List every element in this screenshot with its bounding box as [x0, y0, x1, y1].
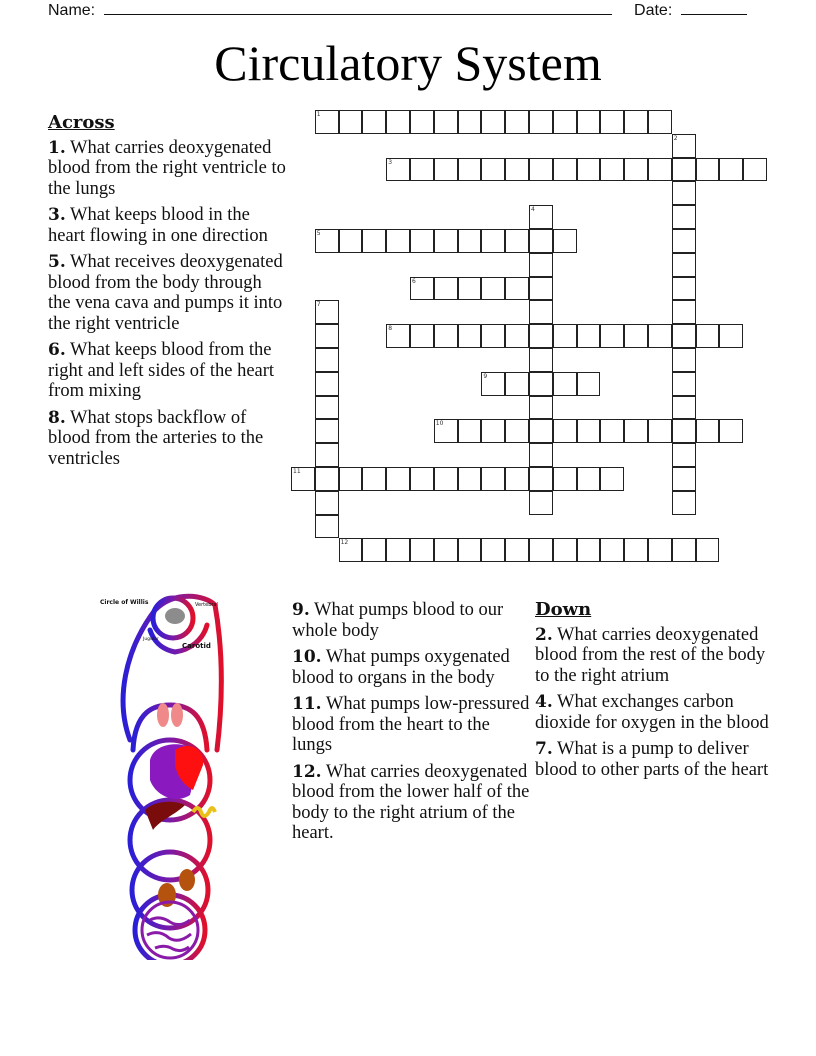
grid-cell[interactable] [696, 324, 720, 348]
clue-across-5 [48, 252, 286, 334]
grid-cell[interactable] [315, 110, 339, 134]
down-clues [535, 600, 775, 786]
clue-text: What receives deoxygenated blood from the body through the vena cava and pumps it into the right ventricle [48, 252, 283, 334]
grid-cell[interactable] [458, 419, 482, 443]
grid-cell[interactable] [315, 419, 339, 443]
cell-number: 9 [483, 372, 488, 380]
down-heading: Down [535, 599, 592, 620]
grid-cell[interactable] [600, 110, 624, 134]
grid-cell[interactable] [553, 372, 577, 396]
clue-text: What exchanges carbon dioxide for oxygen in the blood [535, 692, 769, 733]
grid-cell[interactable] [505, 277, 529, 301]
grid-cell[interactable] [624, 324, 648, 348]
clue-number: 3. [48, 205, 66, 225]
grid-cell[interactable] [315, 491, 339, 515]
grid-cell[interactable] [362, 538, 386, 562]
grid-cell[interactable] [458, 229, 482, 253]
grid-cell[interactable] [386, 467, 410, 491]
grid-cell[interactable] [672, 538, 696, 562]
clue-number: 7. [535, 739, 553, 759]
grid-cell[interactable] [315, 372, 339, 396]
grid-cell[interactable] [505, 372, 529, 396]
clue-text: What stops backflow of blood from the arteries to the ventricles [48, 407, 264, 469]
grid-cell[interactable] [577, 110, 601, 134]
grid-cell[interactable] [600, 467, 624, 491]
grid-cell[interactable] [577, 419, 601, 443]
clue-across-6 [48, 340, 286, 402]
grid-cell[interactable] [458, 158, 482, 182]
grid-cell[interactable] [458, 324, 482, 348]
name-field[interactable] [104, 0, 612, 15]
grid-cell[interactable] [600, 538, 624, 562]
grid-cell[interactable] [672, 443, 696, 467]
grid-cell[interactable] [505, 324, 529, 348]
vertebral-label: Vertebral [195, 602, 218, 608]
clue-text: What carries deoxygenated blood from the right ventricle to the lungs [48, 137, 286, 199]
grid-cell[interactable] [481, 324, 505, 348]
cell-number: 4 [531, 206, 535, 214]
grid-cell[interactable] [339, 110, 363, 134]
grid-cell[interactable] [481, 110, 505, 134]
grid-cell[interactable] [553, 419, 577, 443]
clue-across-9 [292, 600, 530, 641]
clue-across-12 [292, 762, 530, 844]
grid-cell[interactable] [529, 158, 553, 182]
grid-cell[interactable] [672, 419, 696, 443]
clue-across-8 [48, 408, 286, 470]
grid-cell[interactable] [339, 467, 363, 491]
grid-cell[interactable] [672, 134, 696, 158]
grid-cell[interactable] [529, 467, 553, 491]
grid-cell[interactable] [553, 538, 577, 562]
grid-cell[interactable] [553, 110, 577, 134]
grid-cell[interactable] [505, 467, 529, 491]
grid-cell[interactable] [529, 253, 553, 277]
name-label: Name: [48, 2, 96, 19]
grid-cell[interactable] [672, 181, 696, 205]
grid-cell[interactable] [672, 491, 696, 515]
grid-cell[interactable] [624, 110, 648, 134]
grid-cell[interactable] [529, 277, 553, 301]
clue-across-1 [48, 138, 286, 200]
grid-cell[interactable] [410, 324, 434, 348]
across-clues-continued [292, 600, 530, 850]
clue-text: What carries deoxygenated blood from the lower half of the body to the right atrium of the heart. [292, 761, 530, 843]
grid-cell[interactable] [529, 324, 553, 348]
grid-cell[interactable] [410, 158, 434, 182]
grid-cell[interactable] [529, 372, 553, 396]
grid-cell[interactable] [386, 229, 410, 253]
grid-cell[interactable] [696, 419, 720, 443]
cell-number: 10 [435, 420, 444, 428]
clue-text: What pumps oxygenated blood to organs in the body [292, 647, 510, 688]
carotid-label: Carotid [182, 642, 211, 650]
grid-cell[interactable] [410, 467, 434, 491]
clue-number: 6. [48, 340, 66, 360]
grid-cell[interactable] [529, 348, 553, 372]
grid-cell[interactable] [315, 396, 339, 420]
clue-text: What pumps blood to our whole body [292, 600, 504, 641]
jugular-label: Jugular [143, 637, 159, 642]
grid-cell[interactable] [481, 277, 505, 301]
grid-cell[interactable] [481, 158, 505, 182]
clue-down-4 [535, 692, 775, 733]
grid-cell[interactable] [481, 372, 505, 396]
clue-number: 12. [292, 761, 322, 782]
grid-cell[interactable] [481, 419, 505, 443]
grid-cell[interactable] [505, 419, 529, 443]
grid-cell[interactable] [362, 229, 386, 253]
grid-cell[interactable] [672, 253, 696, 277]
grid-cell[interactable] [624, 538, 648, 562]
grid-cell[interactable] [481, 538, 505, 562]
grid-cell[interactable] [529, 538, 553, 562]
grid-cell[interactable] [505, 538, 529, 562]
grid-cell[interactable] [481, 229, 505, 253]
clue-number: 10. [292, 647, 322, 667]
clue-across-10 [292, 647, 530, 688]
grid-cell[interactable] [434, 538, 458, 562]
page-title: Circulatory System [214, 35, 602, 91]
grid-cell[interactable] [577, 324, 601, 348]
date-field[interactable] [681, 0, 747, 15]
grid-cell[interactable] [315, 300, 339, 324]
clue-across-11 [292, 694, 530, 756]
grid-cell[interactable] [410, 110, 434, 134]
grid-cell[interactable] [458, 277, 482, 301]
clue-down-7 [535, 739, 775, 780]
grid-cell[interactable] [577, 158, 601, 182]
grid-cell[interactable] [339, 229, 363, 253]
grid-cell[interactable] [577, 467, 601, 491]
grid-cell[interactable] [410, 538, 434, 562]
clue-number: 1. [48, 137, 66, 158]
grid-cell[interactable] [648, 419, 672, 443]
clue-text: What keeps blood from the right and left sides of the heart from mixing [48, 340, 275, 401]
grid-cell[interactable] [315, 229, 339, 253]
clue-text: What carries deoxygenated blood from the rest of the body to the right atrium [535, 624, 766, 686]
grid-cell[interactable] [672, 348, 696, 372]
circle-of-willis-label: Circle of Willis [100, 599, 149, 606]
grid-cell[interactable] [434, 324, 458, 348]
grid-cell[interactable] [315, 348, 339, 372]
grid-cell[interactable] [386, 110, 410, 134]
grid-cell[interactable] [505, 110, 529, 134]
cell-number: 8 [388, 325, 393, 333]
grid-cell[interactable] [481, 467, 505, 491]
grid-cell[interactable] [362, 110, 386, 134]
grid-cell[interactable] [696, 158, 720, 182]
grid-cell[interactable] [719, 419, 743, 443]
grid-cell[interactable] [553, 467, 577, 491]
grid-cell[interactable] [315, 324, 339, 348]
grid-cell[interactable] [410, 229, 434, 253]
date-label: Date: [634, 2, 673, 19]
grid-cell[interactable] [719, 158, 743, 182]
grid-cell[interactable] [386, 158, 410, 182]
grid-cell[interactable] [648, 110, 672, 134]
clue-text: What pumps low-pressured blood from the heart to the lungs [292, 694, 530, 755]
grid-cell[interactable] [577, 372, 601, 396]
cell-number: 6 [412, 277, 416, 285]
across-clues [48, 113, 286, 475]
grid-cell[interactable] [624, 158, 648, 182]
grid-cell[interactable] [672, 205, 696, 229]
grid-cell[interactable] [553, 158, 577, 182]
grid-cell[interactable] [553, 324, 577, 348]
cell-number: 12 [340, 539, 349, 547]
clue-number: 4. [535, 692, 553, 712]
grid-cell[interactable] [529, 229, 553, 253]
grid-cell[interactable] [577, 538, 601, 562]
grid-cell[interactable] [410, 277, 434, 301]
grid-cell[interactable] [458, 538, 482, 562]
grid-cell[interactable] [386, 324, 410, 348]
grid-cell[interactable] [529, 396, 553, 420]
grid-cell[interactable] [600, 324, 624, 348]
grid-cell[interactable] [458, 467, 482, 491]
clue-number: 9. [292, 600, 310, 620]
grid-cell[interactable] [648, 158, 672, 182]
grid-cell[interactable] [529, 300, 553, 324]
grid-cell[interactable] [672, 324, 696, 348]
cell-number: 7 [316, 301, 321, 309]
grid-cell[interactable] [339, 538, 363, 562]
name-date-line [48, 0, 747, 20]
clue-text: What is a pump to deliver blood to other parts of the heart [535, 739, 769, 780]
grid-cell[interactable] [434, 158, 458, 182]
grid-cell[interactable] [553, 229, 577, 253]
grid-cell[interactable] [696, 538, 720, 562]
grid-cell[interactable] [648, 538, 672, 562]
grid-cell[interactable] [624, 419, 648, 443]
grid-cell[interactable] [672, 467, 696, 491]
grid-cell[interactable] [600, 158, 624, 182]
grid-cell[interactable] [434, 277, 458, 301]
grid-cell[interactable] [529, 443, 553, 467]
grid-cell[interactable] [434, 419, 458, 443]
clue-number: 5. [48, 252, 66, 272]
grid-cell[interactable] [648, 324, 672, 348]
clue-number: 8. [48, 407, 66, 428]
grid-cell[interactable] [672, 300, 696, 324]
grid-cell[interactable] [672, 158, 696, 182]
brain-icon [165, 608, 185, 624]
cell-number: 2 [673, 134, 678, 142]
grid-cell[interactable] [362, 467, 386, 491]
grid-cell[interactable] [505, 229, 529, 253]
grid-cell[interactable] [458, 110, 482, 134]
grid-cell[interactable] [386, 538, 410, 562]
grid-cell[interactable] [719, 324, 743, 348]
grid-cell[interactable] [315, 443, 339, 467]
grid-cell[interactable] [434, 110, 458, 134]
grid-cell[interactable] [672, 229, 696, 253]
grid-cell[interactable] [600, 419, 624, 443]
grid-cell[interactable] [529, 205, 553, 229]
grid-cell[interactable] [672, 372, 696, 396]
clue-down-2 [535, 625, 775, 687]
grid-cell[interactable] [315, 467, 339, 491]
grid-cell[interactable] [315, 515, 339, 539]
clue-across-3 [48, 205, 286, 246]
cell-number: 11 [293, 468, 301, 475]
grid-cell[interactable] [529, 419, 553, 443]
grid-cell[interactable] [743, 158, 767, 182]
clue-number: 2. [535, 624, 553, 645]
grid-cell[interactable] [529, 491, 553, 515]
across-heading: Across [48, 112, 115, 133]
grid-cell[interactable] [672, 277, 696, 301]
grid-cell[interactable] [505, 158, 529, 182]
cell-number: 1 [316, 111, 321, 118]
grid-cell[interactable] [291, 467, 315, 491]
cell-number: 5 [316, 230, 321, 237]
cell-number: 3 [388, 158, 393, 166]
grid-cell[interactable] [434, 467, 458, 491]
clue-text: What keeps blood in the heart flowing in one direction [48, 205, 268, 246]
clue-number: 11. [292, 694, 322, 714]
grid-cell[interactable] [434, 229, 458, 253]
grid-cell[interactable] [529, 110, 553, 134]
grid-cell[interactable] [672, 396, 696, 420]
circulatory-diagram [95, 590, 245, 960]
